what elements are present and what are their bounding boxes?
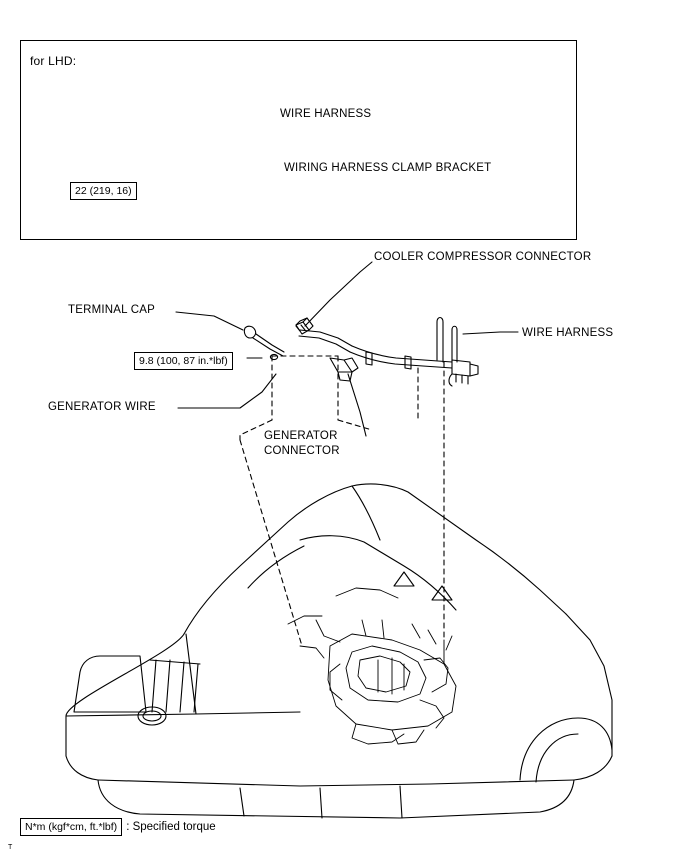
label-generator-connector-line2: CONNECTOR bbox=[264, 445, 340, 457]
torque-note-text: : Specified torque bbox=[126, 821, 216, 833]
specified-torque-note bbox=[20, 818, 216, 836]
inset-label-wire-harness: WIRE HARNESS bbox=[280, 108, 372, 120]
projection-lines bbox=[240, 362, 444, 646]
leader-generator-connector bbox=[348, 374, 366, 436]
leader-cooler-compressor-connector bbox=[305, 262, 372, 326]
leader-generator-wire bbox=[178, 374, 276, 408]
label-generator-connector-line1: GENERATOR bbox=[264, 430, 338, 442]
torque-callout-generator-wire-nut: 9.8 (100, 87 in.*lbf) bbox=[134, 352, 233, 370]
label-wire-harness: WIRE HARNESS bbox=[522, 327, 614, 339]
inset-title: for LHD: bbox=[30, 54, 77, 68]
generator-connector-reference-box bbox=[272, 356, 338, 420]
generator-connector-art bbox=[330, 358, 352, 372]
page-marker: T bbox=[8, 844, 13, 851]
torque-unit-box: N*m (kgf*cm, ft.*lbf) bbox=[20, 818, 122, 836]
main-harness-art bbox=[244, 318, 478, 387]
label-terminal-cap: TERMINAL CAP bbox=[68, 304, 155, 316]
vehicle-outline bbox=[66, 484, 612, 818]
terminal-cap-art bbox=[244, 326, 255, 338]
lhd-inset-box bbox=[20, 40, 577, 240]
inset-torque-callout-bracket-bolt: 22 (219, 16) bbox=[70, 182, 137, 200]
label-generator-wire: GENERATOR WIRE bbox=[48, 401, 156, 413]
leader-terminal-cap bbox=[176, 312, 243, 330]
leader-wire-harness-main bbox=[463, 332, 518, 334]
inset-label-wiring-harness-clamp-bracket: WIRING HARNESS CLAMP BRACKET bbox=[284, 162, 492, 174]
engine-bay-detail bbox=[288, 588, 456, 744]
label-cooler-compressor-connector: COOLER COMPRESSOR CONNECTOR bbox=[374, 251, 592, 263]
